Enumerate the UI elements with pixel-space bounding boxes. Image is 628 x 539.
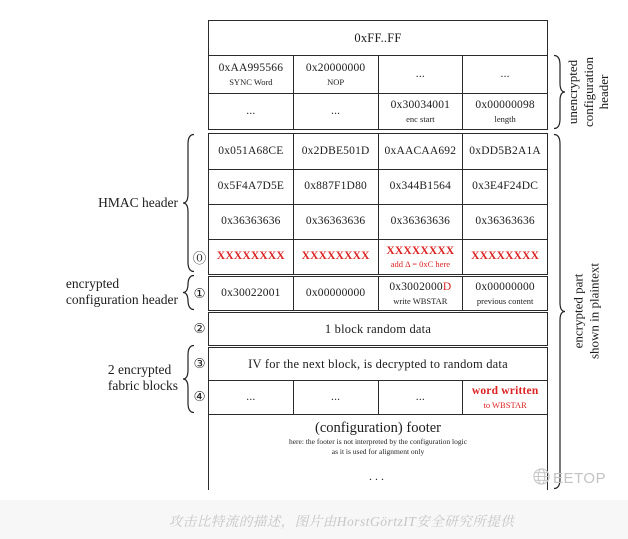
eetop-watermark	[532, 467, 606, 490]
cell-value: 0x36363636	[390, 215, 451, 228]
table-cell	[209, 56, 293, 93]
table-cell	[293, 205, 378, 239]
label-encrypted-part-plaintext: encrypted part shown in plaintext	[570, 262, 601, 360]
table-group-hmac-header	[208, 133, 548, 275]
eetop-globe-icon	[532, 467, 551, 490]
table-cell	[209, 313, 547, 345]
table-cell	[378, 94, 463, 129]
cell-value: ...	[415, 67, 425, 80]
table-cell	[462, 240, 547, 274]
table-row	[209, 204, 547, 239]
cell-value: 0x30034001	[390, 99, 451, 111]
table-group-encrypted-fabric-blocks	[208, 347, 548, 415]
cell-value: XXXXXXXX	[471, 250, 540, 263]
table-cell	[293, 94, 378, 129]
cell-sublabel: SYNC Word	[229, 76, 273, 87]
cell-value: 0x5F4A7D5E	[217, 180, 285, 193]
table-cell	[209, 21, 547, 55]
table-cell	[462, 94, 547, 129]
cell-value: 1 block random data	[324, 321, 432, 336]
table-cell	[209, 348, 547, 380]
table-row	[209, 277, 547, 310]
table-cell	[378, 381, 463, 414]
table-cell	[462, 134, 547, 169]
footer-ellipsis: ...	[369, 469, 387, 483]
row-marker: ③	[193, 356, 206, 371]
footer-note-line1: here: the footer is not interpreted by the configuration logic	[288, 437, 468, 446]
cell-value: 0x051A68CE	[218, 144, 284, 157]
table-cell	[293, 381, 378, 414]
cell-value: XXXXXXXX	[386, 244, 455, 257]
table-cell	[378, 134, 463, 169]
row-marker: ④	[193, 389, 206, 404]
table-row	[209, 21, 547, 55]
table-cell	[378, 170, 463, 204]
table-cell	[209, 170, 293, 204]
table-cell	[209, 277, 293, 310]
brace-encrypted-part	[553, 133, 566, 490]
table-row	[209, 169, 547, 204]
table-cell	[462, 170, 547, 204]
cell-sublabel: add Δ = 0xC here	[390, 259, 451, 270]
table-cell	[293, 240, 378, 274]
cell-sublabel: enc start	[406, 113, 435, 124]
cell-value: 0x00000000	[475, 281, 535, 293]
caption-band	[0, 500, 628, 539]
cell-value: IV for the next block, is decrypted to random data	[248, 356, 508, 371]
table-cell	[378, 277, 463, 310]
label-hmac-header: HMAC header	[98, 195, 178, 210]
cell-value: 0xAACAA692	[384, 144, 457, 157]
table-cell	[209, 94, 293, 129]
table-cell	[293, 134, 378, 169]
table-group-encrypted-configuration-header	[208, 276, 548, 311]
table-row	[209, 134, 547, 169]
table-cell	[378, 240, 463, 274]
table-cell	[293, 170, 378, 204]
label-unencrypted-configuration-header: unencrypted configuration header	[564, 56, 611, 128]
cell-value-red-suffix: D	[442, 281, 452, 293]
cell-value: 0xDD5B2A1A	[469, 144, 541, 157]
table-cell	[293, 277, 378, 310]
cell-value: 0x3E4F24DC	[472, 180, 539, 193]
cell-value: 0x00000000	[305, 286, 366, 299]
row-marker: ①	[193, 285, 206, 301]
table-cell	[209, 134, 293, 169]
row-marker: ⓪	[192, 250, 207, 266]
cell-value: 0x2DBE501D	[301, 144, 370, 157]
cell-value: 0xFF..FF	[354, 30, 402, 45]
cell-value: 0xAA995566	[218, 62, 284, 74]
table-cell	[378, 56, 463, 93]
cell-value: 0x30022001	[221, 286, 281, 299]
eetop-text: EETOP	[553, 470, 607, 487]
cell-value: 0x36363636	[221, 215, 281, 228]
cell-sublabel: write WBSTAR	[393, 295, 448, 306]
cell-value: XXXXXXXX	[216, 250, 285, 263]
table-row	[209, 348, 547, 380]
table-cell	[462, 277, 547, 310]
footer-title: (configuration) footer	[314, 420, 442, 436]
image-caption: 攻击比特流的描述，图片由HorstGörtzIT安全研究所提供	[168, 513, 515, 529]
cell-sublabel: to WBSTAR	[483, 399, 527, 410]
table-row	[209, 239, 547, 274]
configuration-footer-box	[208, 413, 548, 490]
cell-sublabel: previous content	[476, 295, 534, 306]
table-group-random-block	[208, 312, 548, 346]
table-row	[209, 313, 547, 345]
table-cell	[209, 381, 293, 414]
label-encrypted-config-header: encrypted configuration header	[65, 276, 178, 307]
cell-sublabel: NOP	[327, 76, 345, 87]
cell-value: 0x20000000	[305, 62, 366, 74]
cell-sublabel: length	[494, 113, 516, 124]
row-marker: ②	[193, 321, 206, 336]
cell-value: 0x344B1564	[389, 180, 452, 193]
cell-value: word written	[471, 385, 539, 397]
cell-value: 0x36363636	[475, 215, 535, 228]
table-cell	[462, 381, 547, 414]
cell-value: XXXXXXXX	[301, 250, 370, 263]
cell-value: 0x3002000D	[389, 281, 452, 293]
table-group-unencrypted-configuration-header	[208, 20, 548, 130]
cell-value: ...	[331, 390, 341, 403]
footer-note-line2: as it is used for alignment only	[331, 446, 425, 456]
label-fabric-blocks: 2 encrypted fabric blocks	[107, 362, 178, 393]
cell-value: ...	[415, 390, 425, 403]
table-cell	[209, 240, 293, 274]
table-row	[209, 55, 547, 93]
cell-value: ...	[500, 67, 510, 80]
cell-value: ...	[331, 104, 341, 117]
table-cell	[293, 56, 378, 93]
cell-value: 0x887F1D80	[304, 180, 367, 193]
table-cell	[462, 205, 547, 239]
cell-value: ...	[246, 390, 256, 403]
cell-value: 0x36363636	[305, 215, 366, 228]
table-row	[209, 93, 547, 129]
table-row	[209, 380, 547, 414]
table-cell	[378, 205, 463, 239]
cell-value: ...	[246, 104, 256, 117]
table-cell	[462, 56, 547, 93]
table-cell	[209, 205, 293, 239]
cell-value: 0x00000098	[475, 99, 535, 111]
